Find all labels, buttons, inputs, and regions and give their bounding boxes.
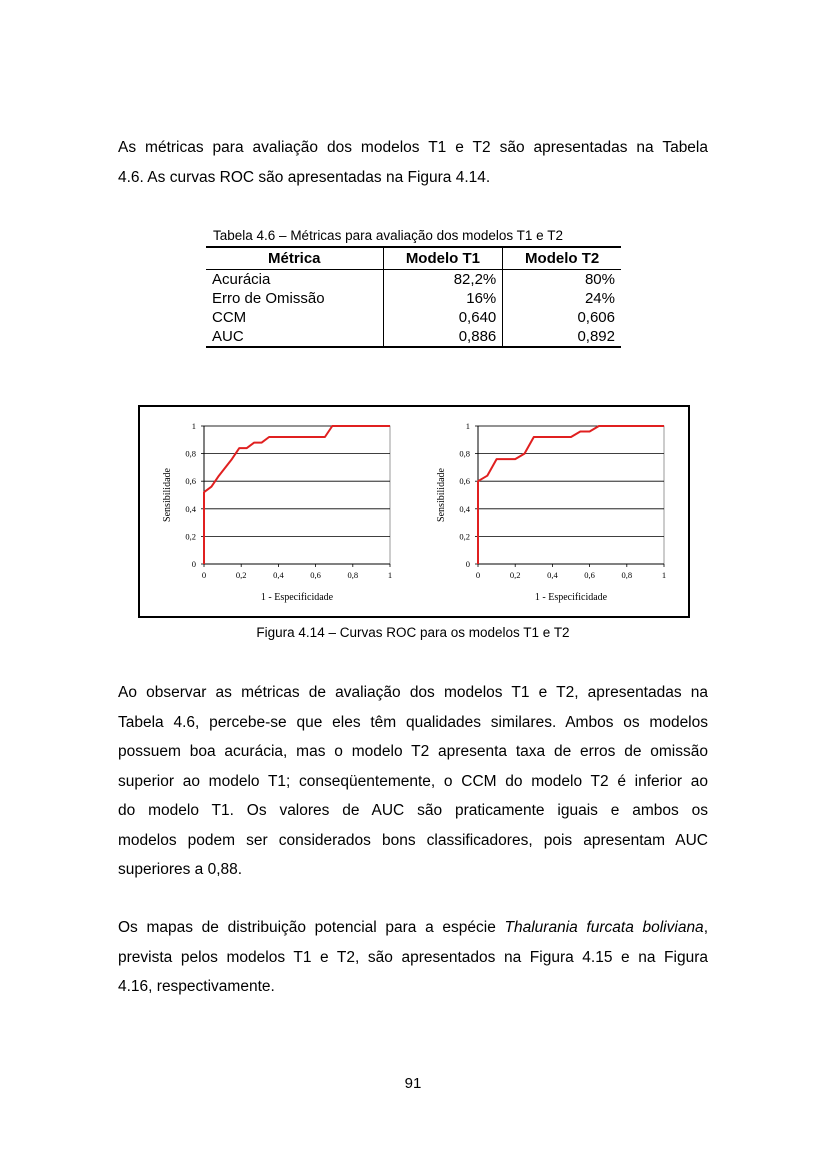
x-tick-label: 0,2: [235, 570, 247, 580]
table-caption: [213, 228, 563, 243]
discussion-line: possuem boa acurácia, mas o modelo T2 apresenta taxa de erros de omissão: [118, 743, 708, 760]
y-tick-label: 0,8: [459, 448, 470, 459]
maps-line-1-end: ,: [703, 919, 708, 936]
discussion-line: Ao observar as métricas de avaliação dos modelos T1 e T2, apresentadas na: [118, 684, 708, 701]
x-tick-label: 0,6: [584, 570, 595, 580]
value-t1: 82,2%: [383, 270, 503, 290]
metrics-table: [206, 246, 621, 348]
table-row: [206, 289, 621, 308]
value-t2: 0,606: [503, 308, 621, 327]
intro-paragraph: [118, 133, 708, 192]
roc-chart-t1: [144, 407, 416, 612]
figure-caption-label: Figura 4.14 –: [256, 625, 340, 640]
maps-line-3: 4.16, respectivamente.: [118, 978, 275, 995]
roc-chart-t2: [418, 407, 690, 612]
species-name: Thalurania furcata boliviana: [504, 919, 704, 936]
x-tick-label: 0: [475, 570, 481, 580]
x-tick-label: 0,4: [547, 570, 558, 580]
discussion-paragraph: [118, 678, 708, 885]
y-tick-label: 0,2: [459, 531, 470, 542]
y-tick-label: 0: [191, 559, 196, 569]
y-tick-label: 0,4: [459, 503, 470, 514]
metric-name: Acurácia: [212, 271, 271, 288]
metric-name: AUC: [206, 327, 383, 347]
header-model-t1: Modelo T1: [383, 247, 503, 270]
intro-line-2: 4.6. As curvas ROC são apresentadas na Figura 4.14.: [118, 168, 491, 186]
metric-name: Erro de Omissão: [212, 290, 325, 307]
page-number: 91: [404, 1075, 422, 1092]
maps-line-1-start: Os mapas de distribuição potencial para a espécie: [118, 919, 505, 936]
discussion-line: do modelo T1. Os valores de AUC são praticamente iguais e ambos os: [118, 802, 708, 819]
maps-line-2: prevista pelos modelos T1 e T2, são apresentados na Figura 4.15 e na Figura: [118, 948, 708, 966]
x-tick-label: 0,6: [310, 570, 321, 580]
table-caption-label: Tabela 4.6 –: [213, 228, 291, 243]
x-tick-label: 0,2: [509, 570, 521, 580]
y-tick-label: 0,4: [185, 503, 196, 514]
table-caption-text: Métricas para avaliação dos modelos T1 e T2: [290, 228, 563, 243]
intro-line-1: As métricas para avaliação dos modelos T1 e T2 são apresentadas na Tabela: [118, 139, 708, 156]
discussion-line: modelos podem ser considerados bons classificadores, pois apresentam AUC: [118, 831, 708, 849]
x-tick-label: 0,8: [621, 570, 633, 580]
y-tick-label: 0,6: [459, 476, 470, 487]
figure-caption-text: Curvas ROC para os modelos T1 e T2: [339, 625, 570, 640]
roc-curve: [478, 426, 664, 564]
roc-curve: [204, 426, 390, 564]
plot-area: [478, 426, 664, 564]
y-tick-label: 0,2: [185, 531, 196, 542]
y-tick-label: 0,8: [185, 448, 196, 459]
table-row: [206, 270, 621, 290]
table-row: [206, 327, 621, 347]
x-tick-label: 1: [387, 570, 393, 580]
value-t2: 80%: [503, 270, 621, 290]
header-model-t2: Modelo T2: [503, 247, 621, 270]
y-tick-label: 1: [465, 421, 470, 431]
value-t2: 24%: [503, 289, 621, 308]
discussion-line: Tabela 4.6, percebe-se que eles têm qualidades similares. Ambos os modelos: [118, 713, 708, 731]
x-tick-label: 0: [201, 570, 207, 580]
y-axis-label: Sensibilidade: [436, 468, 447, 522]
value-t1: 0,886: [383, 327, 503, 347]
discussion-line: superior ao modelo T1; conseqüentemente, o CCM do modelo T2 é inferior ao: [118, 772, 708, 790]
x-tick-label: 0,4: [273, 570, 284, 580]
x-axis-label: 1 - Especificidade: [260, 592, 334, 603]
discussion-line: superiores a 0,88.: [118, 861, 243, 878]
y-tick-label: 0,6: [185, 476, 196, 487]
x-tick-label: 0,8: [347, 570, 359, 580]
table-header-row: [206, 247, 621, 270]
y-tick-label: 0: [465, 559, 470, 569]
roc-figure: [138, 405, 690, 618]
x-axis-label: 1 - Especificidade: [534, 592, 608, 603]
maps-line-1: [118, 913, 708, 943]
x-tick-label: 1: [661, 570, 667, 580]
header-metric: Métrica: [206, 247, 383, 270]
value-t2: 0,892: [503, 327, 621, 347]
value-t1: 0,640: [383, 308, 503, 327]
figure-caption: [0, 625, 826, 640]
table-row: [206, 308, 621, 327]
maps-paragraph: [118, 913, 708, 1002]
metric-name: CCM: [212, 309, 247, 326]
y-tick-label: 1: [191, 421, 196, 431]
value-t1: 16%: [383, 289, 503, 308]
y-axis-label: Sensibilidade: [162, 468, 173, 522]
plot-area: [204, 426, 390, 564]
